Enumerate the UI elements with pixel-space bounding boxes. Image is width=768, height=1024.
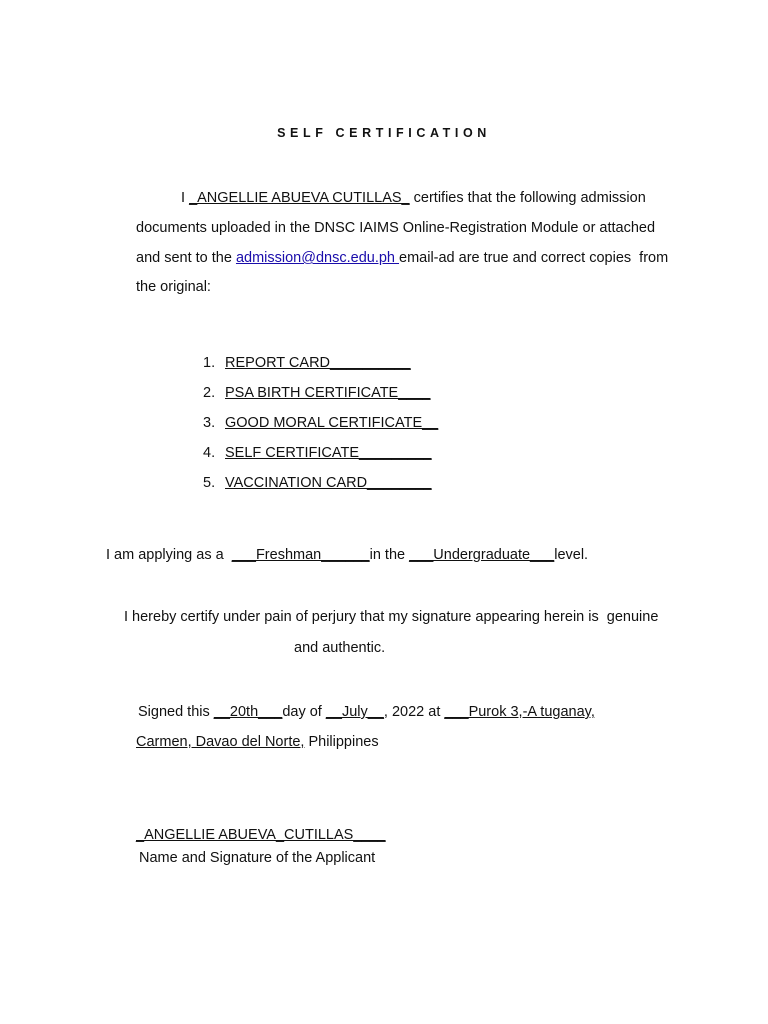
intro-prefix: I	[181, 190, 190, 206]
applicant-name: _ANGELLIE ABUEVA CUTILLAS_	[189, 190, 410, 206]
list-number: 2.	[203, 385, 216, 401]
list-number: 3.	[203, 415, 216, 431]
list-number: 5.	[203, 475, 216, 491]
level-value: ___Undergraduate___	[409, 547, 555, 563]
applying-line	[106, 546, 588, 564]
perjury-line-1: I hereby certify under pain of perjury that my signature appearing herein is genuine	[124, 609, 659, 625]
document-label: REPORT CARD__________	[225, 355, 411, 371]
signed-prefix: Signed this	[138, 704, 214, 720]
signed-place-line-2: Carmen, Davao del Norte,	[136, 734, 305, 750]
classification-value: ___Freshman______	[231, 547, 370, 563]
signed-line-2	[136, 733, 379, 751]
document-label: SELF CERTIFICATE_________	[225, 445, 432, 461]
document-title: SELF CERTIFICATION	[277, 126, 491, 140]
intro-line-3	[136, 249, 668, 267]
document-list-item	[203, 384, 431, 402]
applying-suffix: level.	[554, 547, 589, 563]
signed-month: __July__	[325, 704, 384, 720]
applying-middle: in the	[369, 547, 410, 563]
signed-line-1	[138, 703, 595, 721]
document-label: GOOD MORAL CERTIFICATE__	[225, 415, 439, 431]
applying-prefix: I am applying as a	[106, 547, 232, 563]
intro-line-2: documents uploaded in the DNSC IAIMS Online-Registration Module or attached	[136, 220, 656, 236]
intro-line-3-suffix: email-ad are true and correct copies from	[399, 250, 669, 266]
document-list-item	[203, 474, 432, 492]
list-number: 4.	[203, 445, 216, 461]
document-label: PSA BIRTH CERTIFICATE____	[225, 385, 431, 401]
signed-suffix: Philippines	[304, 734, 379, 750]
perjury-line-2: and authentic.	[294, 640, 386, 656]
signed-middle-2: , 2022 at	[383, 704, 445, 720]
signed-day: __20th___	[213, 704, 283, 720]
signed-place-line-1: ___Purok 3,-A tuganay,	[444, 704, 595, 720]
document-label: VACCINATION CARD________	[225, 475, 432, 491]
intro-line-1-suffix: certifies that the following admission	[409, 190, 646, 206]
intro-line-3-prefix: and sent to the	[136, 250, 236, 266]
list-number: 1.	[203, 355, 216, 371]
applicant-signature-name: _ANGELLIE ABUEVA_CUTILLAS____	[136, 827, 386, 843]
document-list-item	[203, 354, 411, 372]
document-list-item	[203, 414, 438, 432]
signature-caption: Name and Signature of the Applicant	[139, 850, 376, 866]
admission-email-link[interactable]: admission@dnsc.edu.ph	[235, 250, 400, 266]
intro-line-4: the original:	[136, 279, 211, 295]
intro-line-1	[181, 189, 646, 207]
document-list-item	[203, 444, 432, 462]
signed-middle-1: day of	[282, 704, 326, 720]
